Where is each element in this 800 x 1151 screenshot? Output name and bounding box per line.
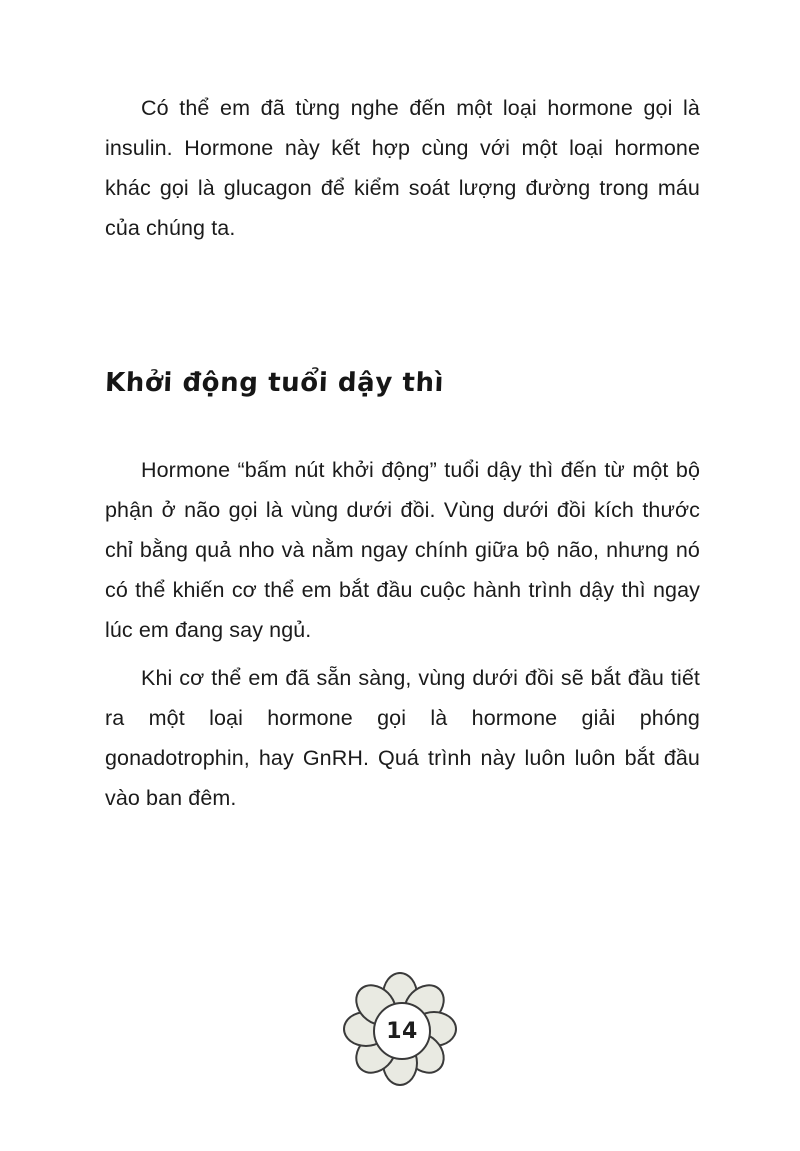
section-heading: Khởi động tuổi dậy thì — [104, 368, 445, 398]
page-number: 14 — [386, 1018, 418, 1044]
page-number-decoration — [0, 969, 800, 1089]
flower-icon — [340, 969, 460, 1089]
flower-center — [373, 1002, 431, 1060]
inter-paragraph-gap — [105, 650, 700, 658]
body-text-block — [105, 450, 700, 818]
intro-paragraph: Có thể em đã từng nghe đến một loại hormone gọi là insulin. Hormone này kết hợp cùng với một loại hormone khác gọi là glucagon để kiểm soát lượng đường trong máu của chúng ta. — [105, 96, 700, 240]
paragraph-spacer — [105, 248, 700, 368]
paragraph: Khi cơ thể em đã sẵn sàng, vùng dưới đồi sẽ bắt đầu tiết ra một loại hormone gọi là hormone giải phóng gonadotrophin, hay GnRH. Quá trình này luôn luôn bắt đầu vào ban đêm. — [105, 666, 700, 810]
paragraph: Hormone “bấm nút khởi động” tuổi dậy thì đến từ một bộ phận ở não gọi là vùng dưới đồi. Vùng dưới đồi kích thước chỉ bằng quả nho và nằm ngay chính giữa bộ não, nhưng nó có thể khiến cơ thể em bắt đầu cuộc hành trình dậy thì ngay lúc em đang say ngủ. — [105, 458, 700, 642]
